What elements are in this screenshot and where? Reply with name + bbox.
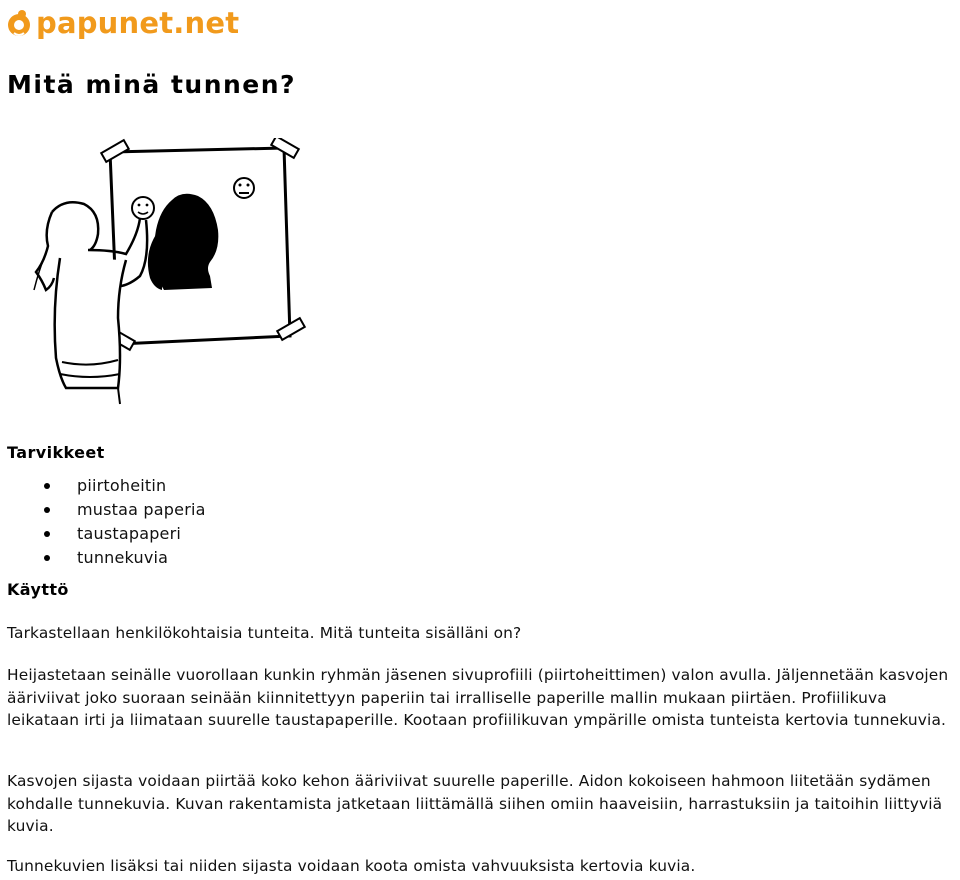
supplies-heading: Tarvikkeet bbox=[7, 443, 105, 462]
usage-heading: Käyttö bbox=[7, 580, 69, 599]
list-item: tunnekuvia bbox=[40, 546, 206, 570]
supplies-list bbox=[40, 474, 206, 570]
logo-text: papunet.net bbox=[36, 6, 240, 40]
papunet-logo[interactable] bbox=[6, 4, 239, 42]
usage-paragraph: Tarkastellaan henkilökohtaisia tunteita. Mitä tunteita sisälläni on? bbox=[7, 624, 522, 642]
usage-paragraph: Kasvojen sijasta voidaan piirtää koko kehon ääriviivat suurelle paperille. Aidon kokoiseen hahmoon liitetään sydämen kohdalle tunnekuvia. Kuvan rakentamista jatketaan liittämällä siihen omiin haaveisiin, harrastuksiin ja taitoihin liittyviä kuvia. bbox=[7, 772, 943, 835]
usage-paragraph: Heijastetaan seinälle vuorollaan kunkin ryhmän jäsenen sivuprofiili (piirtoheittimen) valon avulla. Jäljennetään kasvojen ääriviivat joko suoraan seinään kiinnitettyyn paperiin tai irralliselle paperille mallin mukaan piirtäen. Profiilikuva leikataan irti ja liimataan suurelle taustapaperille. Kootaan profiilikuvan ympärille omista tunteista kertovia tunnekuvia. bbox=[7, 666, 949, 729]
list-item: piirtoheitin bbox=[40, 474, 206, 498]
list-item: taustapaperi bbox=[40, 522, 206, 546]
page-title: Mitä minä tunnen? bbox=[7, 70, 297, 99]
usage-paragraph: Tunnekuvien lisäksi tai niiden sijasta voidaan koota omista vahvuuksista kertovia kuvia. bbox=[7, 857, 696, 875]
papunet-logo-icon bbox=[6, 8, 32, 38]
person-drawing-profile-illustration bbox=[22, 138, 322, 408]
list-item: mustaa paperia bbox=[40, 498, 206, 522]
